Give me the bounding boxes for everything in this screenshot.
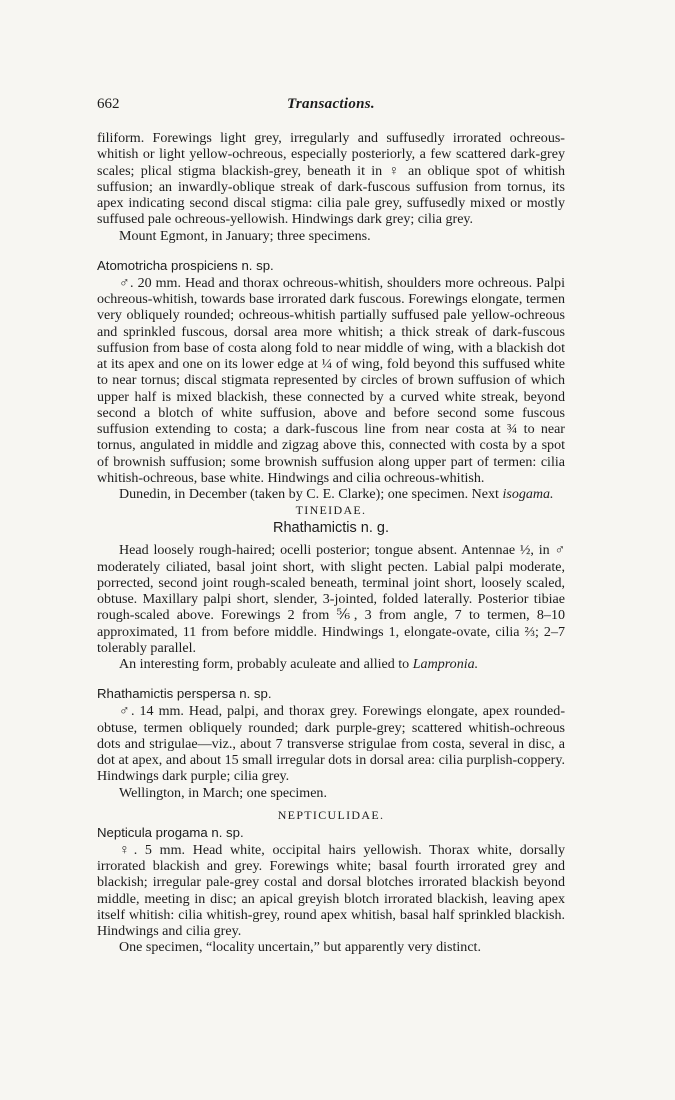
species-genus: Rhathamictis: [97, 686, 174, 702]
species-tag: n. sp.: [241, 257, 274, 273]
paragraph-final: One specimen, “locality uncertain,” but apparently very distinct.: [119, 939, 481, 956]
paragraph-description-3: ♀. 5 mm. Head white, occipital hairs yellowish. Thorax white, dorsally irrorated blackish and grey. Forewings white; basal fourth irrorated grey and blackish; irregular pale-grey costal and dorsal blotches irrorated blackish beyond middle, meeting in disc; an apical greyish blotch irrorated blackish, leaving apex itself whitish: cilia whitish-grey, round apex whitish, basal half sprinkled blackish. Hindwings and cilia grey.: [97, 841, 565, 939]
species-epithet: progama: [155, 824, 208, 840]
paragraph-locality-2: [97, 486, 565, 502]
paragraph-description-2: ♂. 14 mm. Head, palpi, and thorax grey. Forewings elongate, apex rounded-obtuse, termen obliquely rounded; dark purple-grey; scattered whitish-ochreous dots and strigulae—viz., about 7 transverse strigulae from costa, several in disc, a dot at apex, and about 15 small irregular dots in dorsal area: cilia purplish-coppery. Hindwings dark purple; cilia grey.: [97, 703, 565, 785]
paragraph-genus-description: Head loosely rough-haired; ocelli posterior; tongue absent. Antennae ½, in ♂ moderately ciliated, basal joint short, with slight pecten. Labial palpi moderate, porrected, second joint rough-scaled beneath, terminal joint short, loosely scaled, obtuse. Maxillary palpi short, slender, 3-jointed, folded laterally. Posterior tibiae rough-scaled above. Forewings 2 from ⅚, 3 from angle, 7 to termen, 8–10 approximated, 11 from before middle. Hindwings 1, elongate-ovate, cilia ⅔; 2–7 tolerably parallel.: [97, 542, 565, 656]
species-heading-1: [97, 257, 565, 275]
paragraph-locality-3: Wellington, in March; one specimen.: [119, 784, 327, 801]
paragraph-description-1: ♂. 20 mm. Head and thorax ochreous-whitish, shoulders more ochreous. Palpi ochreous-whitish, towards base irrorated dark fuscous. Forewings elongate, termen very obliquely rounded; ochreous-whitish partially suffused pale yellow-ochreous and sprinkled fuscous, dorsal area more whitish; a thick streak of dark-fuscous suffusion from base of costa along fold to near middle of wing, with a blackish dot at its apex and one on its lower edge at ¼ of wing, fold beyond this suffused white to near tornus; discal stigmata represented by circles of brown suffusion of which upper half is mixed blackish, these connected by a curved white streak, beyond second a blotch of white suffusion, above and before second some fuscous suffusion extending to costa; a dark-fuscous line from near costa at ¾ to near tornus, angulated in middle and zigzag above this, connected with costa by a spot of brownish suffusion; some brownish suffusion along upper part of termen: cilia whitish-ochreous, base white. Hindwings and cilia ochreous-whitish.: [97, 274, 565, 486]
paragraph-note: [97, 656, 565, 672]
family-heading-1: TINEIDAE.: [295, 503, 367, 518]
locality-text: Dunedin, in December (taken by C. E. Clarke); one specimen. Next: [119, 486, 499, 502]
paragraph-locality-1: Mount Egmont, in January; three specimens.: [119, 227, 371, 244]
page-header: [97, 96, 565, 118]
species-tag: n. sp.: [239, 686, 272, 702]
genus-heading: Rhathamictis n. g.: [272, 520, 390, 537]
species-epithet: perspersa: [176, 686, 236, 702]
species-genus: Atomotricha: [97, 257, 168, 273]
species-heading-3: [97, 824, 565, 842]
species-tag: n. sp.: [211, 824, 244, 840]
paragraph-continuation: filiform. Forewings light grey, irregularly and suffusedly irrorated ochreous-whitish or light yellow-ochreous, especially posteriorly, a few scattered dark-grey scales; plical stigma blackish-grey, beneath it in ♀ an oblique spot of whitish suffusion; an inwardly-oblique streak of dark-fuscous suffusion from tornus, its apex indicating second discal stigma: cilia pale grey, suffusedly mixed or mostly suffused pale ochreous-yellowish. Hindwings dark grey; cilia grey.: [97, 130, 565, 228]
locality-italic: isogama.: [502, 486, 554, 502]
species-heading-2: [97, 685, 565, 703]
page-number: 662: [97, 96, 120, 112]
note-text: An interesting form, probably aculeate and allied to: [119, 656, 410, 672]
note-italic: Lampronia.: [412, 656, 479, 672]
species-genus: Nepticula: [97, 824, 152, 840]
species-epithet: prospiciens: [171, 257, 238, 273]
family-heading-2: NEPTICULIDAE.: [277, 807, 385, 822]
running-title: Transactions.: [287, 96, 375, 112]
page: [97, 96, 565, 956]
